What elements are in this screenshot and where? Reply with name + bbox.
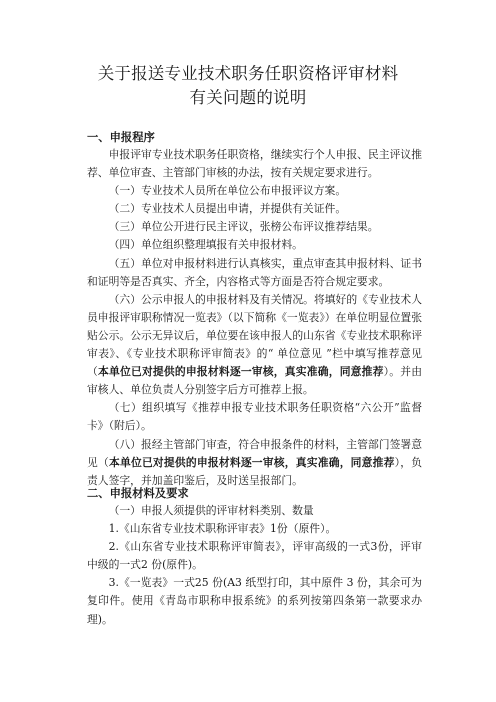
- procedure-step-3: （三）单位公开进行民主评议，张榜公布评议推荐结果。: [108, 220, 379, 234]
- procedure-step-6: [87, 291, 422, 400]
- section-procedure-body: [87, 146, 422, 490]
- procedure-step-8-bold-opinion: 本单位已对提供的申报材料逐一审核，真实准确，同意推荐: [108, 455, 395, 469]
- materials-item-1: 1.《山东省专业技术职称评审表》1份（原件）。: [108, 522, 337, 536]
- procedure-step-7: （七）组织填写《推荐申报专业技术职务任职资格“六公开”监督卡》（附后）。: [87, 401, 422, 433]
- procedure-step-8-text: （八）报经主管部门审查，符合申报条件的材料，主管部门签署意见（: [87, 437, 422, 469]
- section-materials-body: [87, 502, 422, 629]
- materials-item-3: 3.《一览表》一式25 份(A3 纸型打印，其中原件 3 份，其余可为复印件。使用《青岛市职称申报系统》的系列按第四条第一款要求办理)。: [87, 576, 422, 626]
- procedure-step-6-bold-opinion: 本单位已对提供的申报材料逐一审核，真实准确，同意推荐: [98, 365, 384, 379]
- procedure-step-6-tail: ）。并由审核人、单位负责人分别签字后方可推荐上报。: [87, 365, 423, 397]
- section-heading-materials: 二、申报材料及要求: [87, 487, 189, 500]
- document-title-line-2: 有关问题的说明: [189, 88, 307, 107]
- procedure-step-8: [87, 436, 422, 490]
- procedure-step-8-tail: ），负责人签字，并加盖印鉴后，及时送呈报部门。: [87, 455, 423, 487]
- procedure-step-2: （二）专业技术人员提出申请，并提供有关证件。: [108, 202, 347, 216]
- materials-item-2: 2.《山东省专业技术职称评审简表》，评审高级的一式3份，评审中级的一式2 份(原件)。: [87, 540, 422, 572]
- document-title-line-1: 关于报送专业技术职务任职资格评审材料: [97, 64, 399, 83]
- procedure-step-5: （五）单位对申报材料进行认真核实，重点审查其申报材料、证书和证明等是否真实、齐全，内容格式等方面是否符合规定要求。: [87, 256, 422, 288]
- procedure-step-1: （一）专业技术人员所在单位公布申报评议方案。: [108, 184, 347, 198]
- procedure-intro-paragraph: 申报评审专业技术职务任职资格，继续实行个人申报、民主评议推荐、单位审查、主管部门审核的办法，按有关规定要求进行。: [87, 148, 422, 180]
- section-heading-procedure: 一、申报程序: [87, 131, 155, 144]
- materials-subheading: （一）申报人须提供的评审材料类别、数量: [108, 504, 314, 517]
- procedure-step-6-text: （六）公示申报人的申报材料及有关情况。将填好的《专业技术人员申报评审职称情况一览表》（以下简称《一览表》）在单位明显位置张贴公示。公示无异议后，单位要在该申报人的山东省《专业技术职称评审表》、《专业技术职称评审简表》的“ 单位意见 ”栏中填写推荐意见（: [87, 292, 422, 379]
- procedure-step-4: （四）单位组织整理填报有关申报材料。: [108, 238, 303, 252]
